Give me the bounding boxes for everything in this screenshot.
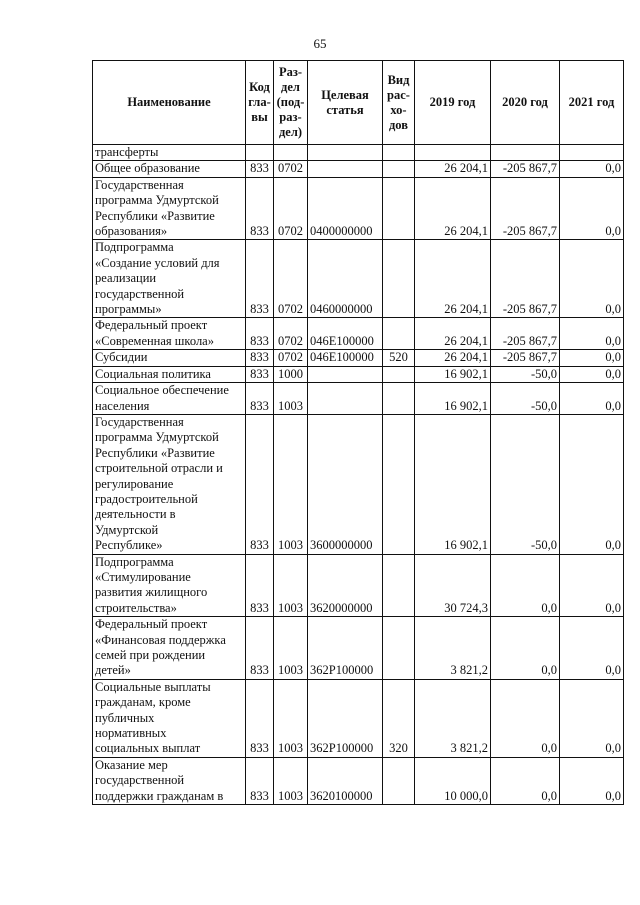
table-row (93, 617, 624, 680)
cell-name-line: Оказание мер (95, 757, 168, 772)
cell-y2021: 0,0 (560, 617, 624, 680)
cell-name-line: программа Удмуртской (95, 193, 219, 208)
cell-name-line: гражданам, кроме (95, 695, 191, 710)
cell-y2019: 26 204,1 (415, 350, 491, 366)
table-row (93, 177, 624, 240)
table-row (93, 757, 624, 804)
cell-name (93, 366, 246, 382)
table-row (93, 240, 624, 318)
column-header-line: Раз- (278, 65, 303, 79)
table-row (93, 350, 624, 366)
cell-razdel: 0702 (274, 177, 308, 240)
cell-kod: 833 (246, 318, 274, 350)
cell-vid: 520 (383, 350, 415, 366)
cell-razdel: 1003 (274, 757, 308, 804)
cell-kod: 833 (246, 554, 274, 617)
cell-y2019: 26 204,1 (415, 240, 491, 318)
cell-kod: 833 (246, 617, 274, 680)
cell-razdel: 1003 (274, 679, 308, 757)
column-header-line: 2021 год (568, 95, 615, 109)
column-header-line: хо- (390, 102, 407, 117)
cell-statya (308, 145, 383, 161)
column-header-name (93, 61, 246, 145)
cell-name-line: Федеральный проект (95, 617, 208, 632)
cell-name (93, 318, 246, 350)
cell-name (93, 383, 246, 415)
cell-y2021: 0,0 (560, 366, 624, 382)
cell-y2021: 0,0 (560, 318, 624, 350)
cell-vid (383, 617, 415, 680)
cell-y2019: 30 724,3 (415, 554, 491, 617)
cell-name-line: Социальное обеспечение (95, 383, 229, 398)
cell-y2019: 16 902,1 (415, 383, 491, 415)
cell-name-line: Субсидии (95, 350, 148, 365)
table-header-row (93, 61, 624, 145)
cell-vid (383, 414, 415, 554)
cell-statya (308, 161, 383, 177)
column-header-line: рас- (387, 87, 410, 102)
cell-kod: 833 (246, 350, 274, 366)
cell-statya: 3600000000 (308, 414, 383, 554)
cell-statya: 362Р100000 (308, 679, 383, 757)
cell-razdel: 1000 (274, 366, 308, 382)
column-header-line: гла- (248, 95, 271, 109)
cell-name-line: строительной отрасли и (95, 461, 223, 476)
cell-y2020: -205 867,7 (491, 240, 560, 318)
cell-statya: 046Е100000 (308, 350, 383, 366)
cell-vid: 320 (383, 679, 415, 757)
column-header-statya (308, 61, 383, 145)
cell-name-line: «Создание условий для (95, 255, 220, 270)
cell-vid (383, 145, 415, 161)
column-header-razdel (274, 61, 308, 145)
cell-y2019: 26 204,1 (415, 318, 491, 350)
page-number: 65 (313, 36, 327, 51)
cell-statya: 3620100000 (308, 757, 383, 804)
column-header-line: дов (388, 117, 408, 132)
cell-statya (308, 366, 383, 382)
column-header-line: дел (281, 80, 300, 94)
cell-y2021: 0,0 (560, 240, 624, 318)
cell-vid (383, 366, 415, 382)
cell-statya: 0460000000 (308, 240, 383, 318)
column-header-line: вы (251, 110, 268, 124)
table-body (93, 145, 624, 805)
column-header-line: 2019 год (429, 95, 476, 109)
cell-y2020: 0,0 (491, 554, 560, 617)
cell-vid (383, 383, 415, 415)
cell-name-line: Подпрограмма (95, 240, 174, 255)
cell-y2021: 0,0 (560, 679, 624, 757)
column-header-line: дел) (278, 125, 303, 139)
cell-name-line: «Финансовая поддержка (95, 632, 226, 647)
cell-name-line: регулирование (95, 476, 174, 491)
cell-name-line: Республики «Развитие (95, 445, 215, 460)
cell-name-line: населения (95, 398, 150, 413)
table-row (93, 414, 624, 554)
cell-y2019 (415, 145, 491, 161)
cell-name-line: образования» (95, 224, 168, 239)
cell-name-line: Социальные выплаты (95, 679, 211, 694)
cell-name-line: развития жилищного (95, 585, 208, 600)
table-row (93, 679, 624, 757)
column-header-vid (383, 61, 415, 145)
column-header-line: 2020 год (502, 95, 548, 109)
cell-statya: 046Е100000 (308, 318, 383, 350)
cell-y2020: 0,0 (491, 757, 560, 804)
cell-y2019: 26 204,1 (415, 161, 491, 177)
cell-y2021 (560, 145, 624, 161)
cell-y2019: 26 204,1 (415, 177, 491, 240)
cell-name (93, 177, 246, 240)
cell-y2021: 0,0 (560, 414, 624, 554)
column-header-line: раз- (279, 110, 302, 124)
cell-name-line: Федеральный проект (95, 318, 208, 333)
table-row (93, 554, 624, 617)
cell-vid (383, 554, 415, 617)
cell-kod: 833 (246, 757, 274, 804)
table-row (93, 383, 624, 415)
column-header-line: (под- (276, 95, 305, 109)
cell-y2019: 10 000,0 (415, 757, 491, 804)
column-header-y2019 (415, 61, 491, 145)
cell-razdel: 1003 (274, 383, 308, 415)
cell-kod: 833 (246, 383, 274, 415)
cell-y2020 (491, 145, 560, 161)
cell-name-line: социальных выплат (95, 741, 201, 756)
cell-name-line: государственной (95, 286, 185, 301)
cell-name-line: поддержки гражданам в (95, 788, 224, 803)
cell-name (93, 679, 246, 757)
cell-y2020: 0,0 (491, 617, 560, 680)
cell-name-line: трансферты (95, 145, 159, 159)
cell-y2019: 16 902,1 (415, 414, 491, 554)
cell-name-line: реализации (95, 271, 157, 286)
cell-y2019: 16 902,1 (415, 366, 491, 382)
cell-name-line: нормативных (95, 726, 167, 741)
cell-y2020: -50,0 (491, 414, 560, 554)
cell-vid (383, 161, 415, 177)
table-row (93, 366, 624, 382)
cell-name (93, 617, 246, 680)
cell-name-line: Государственная (95, 414, 184, 429)
cell-name-line: «Стимулирование (95, 569, 191, 584)
cell-y2020: -205 867,7 (491, 350, 560, 366)
cell-vid (383, 177, 415, 240)
cell-y2020: -205 867,7 (491, 161, 560, 177)
cell-name (93, 757, 246, 804)
cell-name-line: Республики «Развитие (95, 208, 215, 223)
cell-y2020: -50,0 (491, 366, 560, 382)
cell-razdel: 0702 (274, 240, 308, 318)
table-row (93, 318, 624, 350)
budget-table (92, 60, 624, 805)
cell-y2020: -205 867,7 (491, 177, 560, 240)
cell-kod (246, 145, 274, 161)
column-header-line: Наименование (127, 95, 211, 109)
cell-kod: 833 (246, 161, 274, 177)
cell-statya (308, 383, 383, 415)
cell-y2020: -205 867,7 (491, 318, 560, 350)
cell-name-line: Государственная (95, 177, 184, 192)
column-header-line: статья (326, 102, 364, 117)
cell-name-line: «Современная школа» (95, 333, 214, 348)
column-header-y2020 (491, 61, 560, 145)
cell-name-line: государственной (95, 773, 185, 788)
cell-y2019: 3 821,2 (415, 617, 491, 680)
cell-razdel: 0702 (274, 161, 308, 177)
cell-kod: 833 (246, 366, 274, 382)
cell-name-line: семей при рождении (95, 648, 206, 662)
cell-name (93, 161, 246, 177)
cell-name-line: программа Удмуртской (95, 430, 219, 445)
table-row (93, 161, 624, 177)
cell-name-line: деятельности в (95, 507, 176, 522)
cell-y2021: 0,0 (560, 383, 624, 415)
cell-name-line: программы» (95, 302, 162, 317)
cell-name (93, 350, 246, 366)
column-header-kod (246, 61, 274, 145)
cell-name-line: Общее образование (95, 161, 200, 176)
column-header-line: Целевая (321, 87, 369, 102)
cell-razdel: 0702 (274, 318, 308, 350)
cell-razdel: 0702 (274, 350, 308, 366)
cell-y2021: 0,0 (560, 554, 624, 617)
cell-name (93, 145, 246, 161)
cell-vid (383, 240, 415, 318)
cell-kod: 833 (246, 414, 274, 554)
column-header-line: Код (249, 80, 270, 94)
cell-razdel: 1003 (274, 414, 308, 554)
cell-y2020: -50,0 (491, 383, 560, 415)
cell-name-line: публичных (95, 710, 155, 725)
cell-kod: 833 (246, 679, 274, 757)
cell-y2021: 0,0 (560, 161, 624, 177)
cell-razdel (274, 145, 308, 161)
cell-name-line: Удмуртской (95, 522, 159, 537)
cell-name-line: детей» (95, 663, 131, 678)
cell-name-line: Республике» (95, 538, 163, 553)
column-header-y2021 (560, 61, 624, 145)
cell-name-line: градостроительной (95, 491, 198, 506)
column-header-line: Вид (387, 72, 410, 87)
cell-razdel: 1003 (274, 617, 308, 680)
cell-razdel: 1003 (274, 554, 308, 617)
cell-statya: 0400000000 (308, 177, 383, 240)
cell-y2019: 3 821,2 (415, 679, 491, 757)
cell-statya: 3620000000 (308, 554, 383, 617)
cell-y2021: 0,0 (560, 177, 624, 240)
cell-statya: 362Р100000 (308, 617, 383, 680)
cell-y2020: 0,0 (491, 679, 560, 757)
cell-kod: 833 (246, 177, 274, 240)
table-row (93, 145, 624, 161)
cell-name (93, 554, 246, 617)
cell-y2021: 0,0 (560, 350, 624, 366)
cell-vid (383, 318, 415, 350)
cell-y2021: 0,0 (560, 757, 624, 804)
cell-name-line: Подпрограмма (95, 554, 174, 569)
cell-name-line: Социальная политика (95, 366, 211, 381)
cell-name (93, 240, 246, 318)
cell-name-line: строительства» (95, 600, 177, 615)
cell-name (93, 414, 246, 554)
cell-vid (383, 757, 415, 804)
cell-kod: 833 (246, 240, 274, 318)
